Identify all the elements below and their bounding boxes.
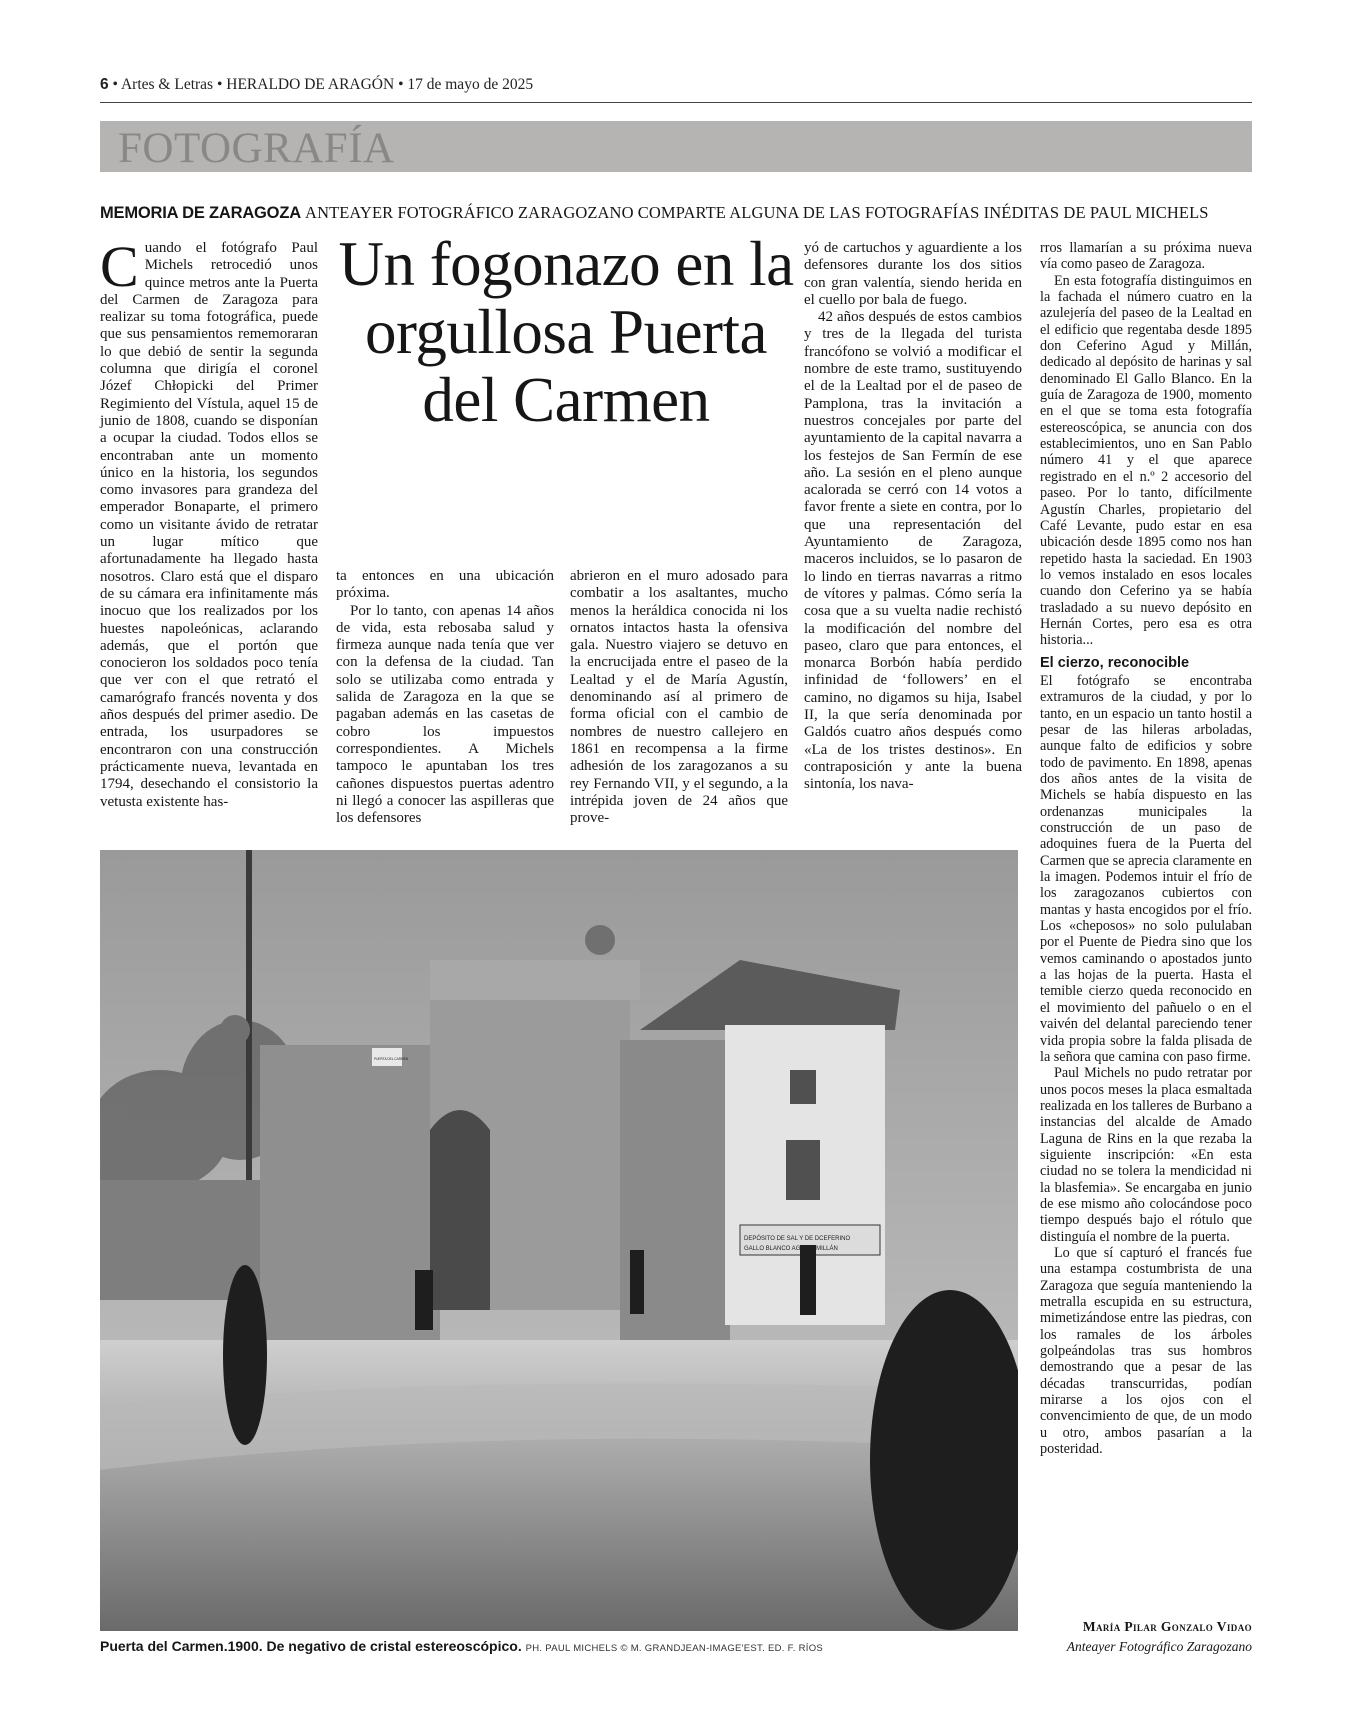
page-number: 6 <box>100 76 109 93</box>
article-column-2 <box>336 568 554 827</box>
gate-cornice <box>430 960 640 1000</box>
col4-paragraph-2: 42 años después de estos cambios y tres de la llegada del turista francófono se volvió a modificar el nombre de este tramo, sustituyendo el de la Lealtad por el de paseo de Pamplona, tras la invitación a nuestros concejales por parte del ayuntamiento de la capital navarra a los festejos de San Fermín de ese año. La sesión en el pleno aunque acalorada se cerró con 14 votos a favor frente a siete en contra, por lo que una representación del Ayuntamiento de Zaragoza, maceros incluidos, se lo pasaron de lo lindo en tierras navarras a ritmo de vítores y palmas. Cómo sería la cosa que a su vuelta nadie rechistó la modificación del nombre del paseo, claro que para entonces, el monarca Borbón había perdido infinidad de ‘followers’ en el camino, no digamos su hija, Isabel II, la que sería denominada por Galdós cuatro años después como «La de los tristes destinos». En contraposición y ante la buena sintonía, los nava- <box>804 309 1022 793</box>
folio-paper: HERALDO DE ARAGÓN <box>226 76 395 93</box>
photo-caption <box>100 1638 1020 1654</box>
kicker-lead: MEMORIA DE ZARAGOZA <box>100 204 301 222</box>
kicker-rest: ANTEAYER FOTOGRÁFICO ZARAGOZANO COMPARTE ALGUNA DE LAS FOTOGRAFÍAS INÉDITAS DE PAUL MICHELS <box>305 203 1209 222</box>
top-rule <box>100 102 1252 103</box>
caption-credit: PH. PAUL MICHELS © M. GRANDJEAN-IMAGE'EST. ED. F. RÍOS <box>525 1643 824 1654</box>
folio-section: Artes & Letras <box>120 76 214 93</box>
col2-paragraph-2: Por lo tanto, con apenas 14 años de vida, esta rebosaba salud y firmeza aunque nada tenía que ver con la defensa de la ciudad. Tan solo se utilizaba como entrada y salida de Zaragoza en la que se pagaban además en las casetas de cobro los impuestos correspondientes. A Michels tampoco le apuntaban los tres cañones dispuestos puertas adentro ni llegó a conocer las aspilleras que los defensores <box>336 602 554 827</box>
col4-paragraph-1: yó de cartuchos y aguardiente a los defensores durante los dos sitios con gran valentía, siendo herida en el cuello por bala de fuego. <box>804 240 1022 308</box>
article-column-3 <box>570 568 788 827</box>
section-label: FOTOGRAFÍA <box>118 125 395 172</box>
col5-paragraph-4: Paul Michels no pudo retratar por unos pocos meses la placa esmaltada realizada en los talleres de Burbano a instancias del alcalde de Amado Laguna de Rins en la que rezaba la siguiente inscripción: «En esta ciudad no se tolera la mendicidad ni la blasfemia». Se encargaba en junio de ese mismo año colocándose poco tiempo después bajo el rótulo que distinguía el nombre de la puerta. <box>1040 1065 1252 1245</box>
folio-date: 17 de mayo de 2025 <box>407 76 534 93</box>
photograph-illustration <box>100 850 1018 1631</box>
caption-main: Puerta del Carmen.1900. De negativo de cristal estereoscópico. <box>100 1638 522 1654</box>
folio-line: 6 • Artes & Letras • HERALDO DE ARAGÓN • 17 de mayo de 2025 <box>100 76 534 93</box>
col5-paragraph-5: Lo que sí capturó el francés fue una estampa costumbrista de una Zaragoza que seguía manteniendo la metralla escupida en su estructura, mimetizándose entre las piedras, con los ramales de los árboles golpeándolas tras sus hombros demostrando que a pesar de las décadas transcurridas, podían mirarse a los ojos con el convencimiento de que, de un modo u otro, ambos pasarían a la posteridad. <box>1040 1244 1252 1458</box>
col2-paragraph-1: ta entonces en una ubicación próxima. <box>336 568 554 602</box>
kicker <box>100 203 1260 223</box>
section-band <box>100 121 1252 172</box>
author-name: María Pilar Gonzalo Vidao <box>1082 1619 1252 1634</box>
shop-sign-right: GALLO BLANCO AGUD Y MILLÁN <box>744 1246 838 1252</box>
finial-left <box>220 1015 250 1045</box>
headline: Un fogonazo en la orgullosa Puerta del Carmen <box>338 229 794 435</box>
article-column-1 <box>100 234 318 811</box>
col5-paragraph-1: rros llamarían a su próxima nueva vía como paseo de Zaragoza. <box>1040 240 1252 273</box>
house-window-top <box>790 1070 816 1104</box>
finial-right <box>585 925 615 955</box>
col1-text: uando el fotógrafo Paul Michels retrocedió unos quince metros ante la Puerta del Carmen de Zaragoza para realizar su toma fotográfica, puede que sus pensamientos rememoraran lo que debió de sentir la segunda columna que dirigía el coronel Józef Chłopicki del Primer Regimiento del Vístula, aquel 15 de junio de 1808, cuando se disponían a ocupar la ciudad. Todos ellos se encontraban ante un momento único en la historia, los segundos como invasores para grandeza del emperador Bonaparte, el primero como un visitante ávido de retratar un lugar mítico que afortunadamente ha llegado hasta nosotros. Claro está que el disparo de su cámara era infinitamente más inocuo que los realizados por los huestes napoleónicas, aclarando además, que el portón que conocieron los soldados poco tenía que ver con el que retrató el camarógrafo francés noventa y dos años después del primer asedio. De entrada, los usurpadores se encontraron con una construcción prácticamente nueva, levantada en 1794, desechando el consistorio la vetusta existente has- <box>100 240 318 810</box>
shop-sign-left: DEPÓSITO DE SAL Y DE DCEFERINO <box>744 1236 851 1242</box>
gate-sign-text: PUERTA DEL CARMEN <box>374 1057 409 1061</box>
article-column-5 <box>1040 240 1252 1457</box>
drop-cap: C <box>100 234 139 299</box>
gate-arch <box>430 1110 490 1310</box>
article-column-4 <box>804 240 1022 794</box>
col5-paragraph-2: En esta fotografía distinguimos en la fachada el número cuatro en la azulejería del paseo de la Lealtad en el edificio que regentaba desde 1895 don Ceferino Agud y Millán, dedicado al depósito de harinas y sal denominado El Gallo Blanco. En la guía de Zaragoza de 1900, momento en el que se toma esta fotografía estereoscópica, se anuncia con dos establecimientos, uno en San Pablo número 41 y el que aparece registrado en el n.º 2 accesorio del paseo. Por lo tanto, difícilmente Agustín Charles, propietario del Café Levante, pudo estar en esa ubicación desde 1895 como nos han repetido hasta la saciedad. En 1903 lo vemos instalado en esos locales cuando don Ceferino ya se había trasladado a su nuevo depósito en Hernán Cortes, pero esa es otra historia... <box>1040 272 1252 649</box>
author-role: Anteayer Fotográfico Zaragozano <box>1066 1639 1252 1654</box>
historic-photograph <box>100 850 1018 1631</box>
col3-text: abrieron en el muro adosado para combatir a los asaltantes, mucho menos la heráldica conocida ni los ornatos intactos hasta la ofensiva gala. Nuestro viajero se detuvo en la encrucijada entre el paseo de la Lealtad y el de María Agustín, denominando así al primero de forma oficial con el cambio de nombres de nuestro callejero en 1861 en recompensa a la firme adhesión de los zaragozanos a su rey Fernando VII, y el segundo, a la intrépida joven de 24 años que prove- <box>570 568 788 827</box>
house-window-balcony <box>786 1140 820 1200</box>
subheading: El cierzo, reconocible <box>1040 654 1190 671</box>
gate-left-pier <box>260 1045 440 1375</box>
col5-paragraph-3: El fotógrafo se encontraba extramuros de la ciudad, y por lo tanto, en un espacio un tanto hostil a pesar de las hileras arboladas, aunque falto de edificios y sobre todo de pavimento. En 1898, apenas dos años antes de la visita de Michels se había dispuesto en las ordenanzas municipales la construcción de un paso de adoquines fuera de la Puerta del Carmen que se aprecia claramente en la imagen. Podemos intuir el frío de los zaragozanos cubiertos con mantas y hasta encogidos por el frío. Los «cheposos» no solo pululaban por el Puente de Piedra sino que los vemos caminando o apostados junto a las hojas de la puerta. Hasta el temible cierzo queda reconocido en el movimiento del pañuelo o en el vaivén del delantal pareciendo tener vida propia sobre la falda plisada de la señora que camina con paso firme. <box>1040 672 1252 1065</box>
